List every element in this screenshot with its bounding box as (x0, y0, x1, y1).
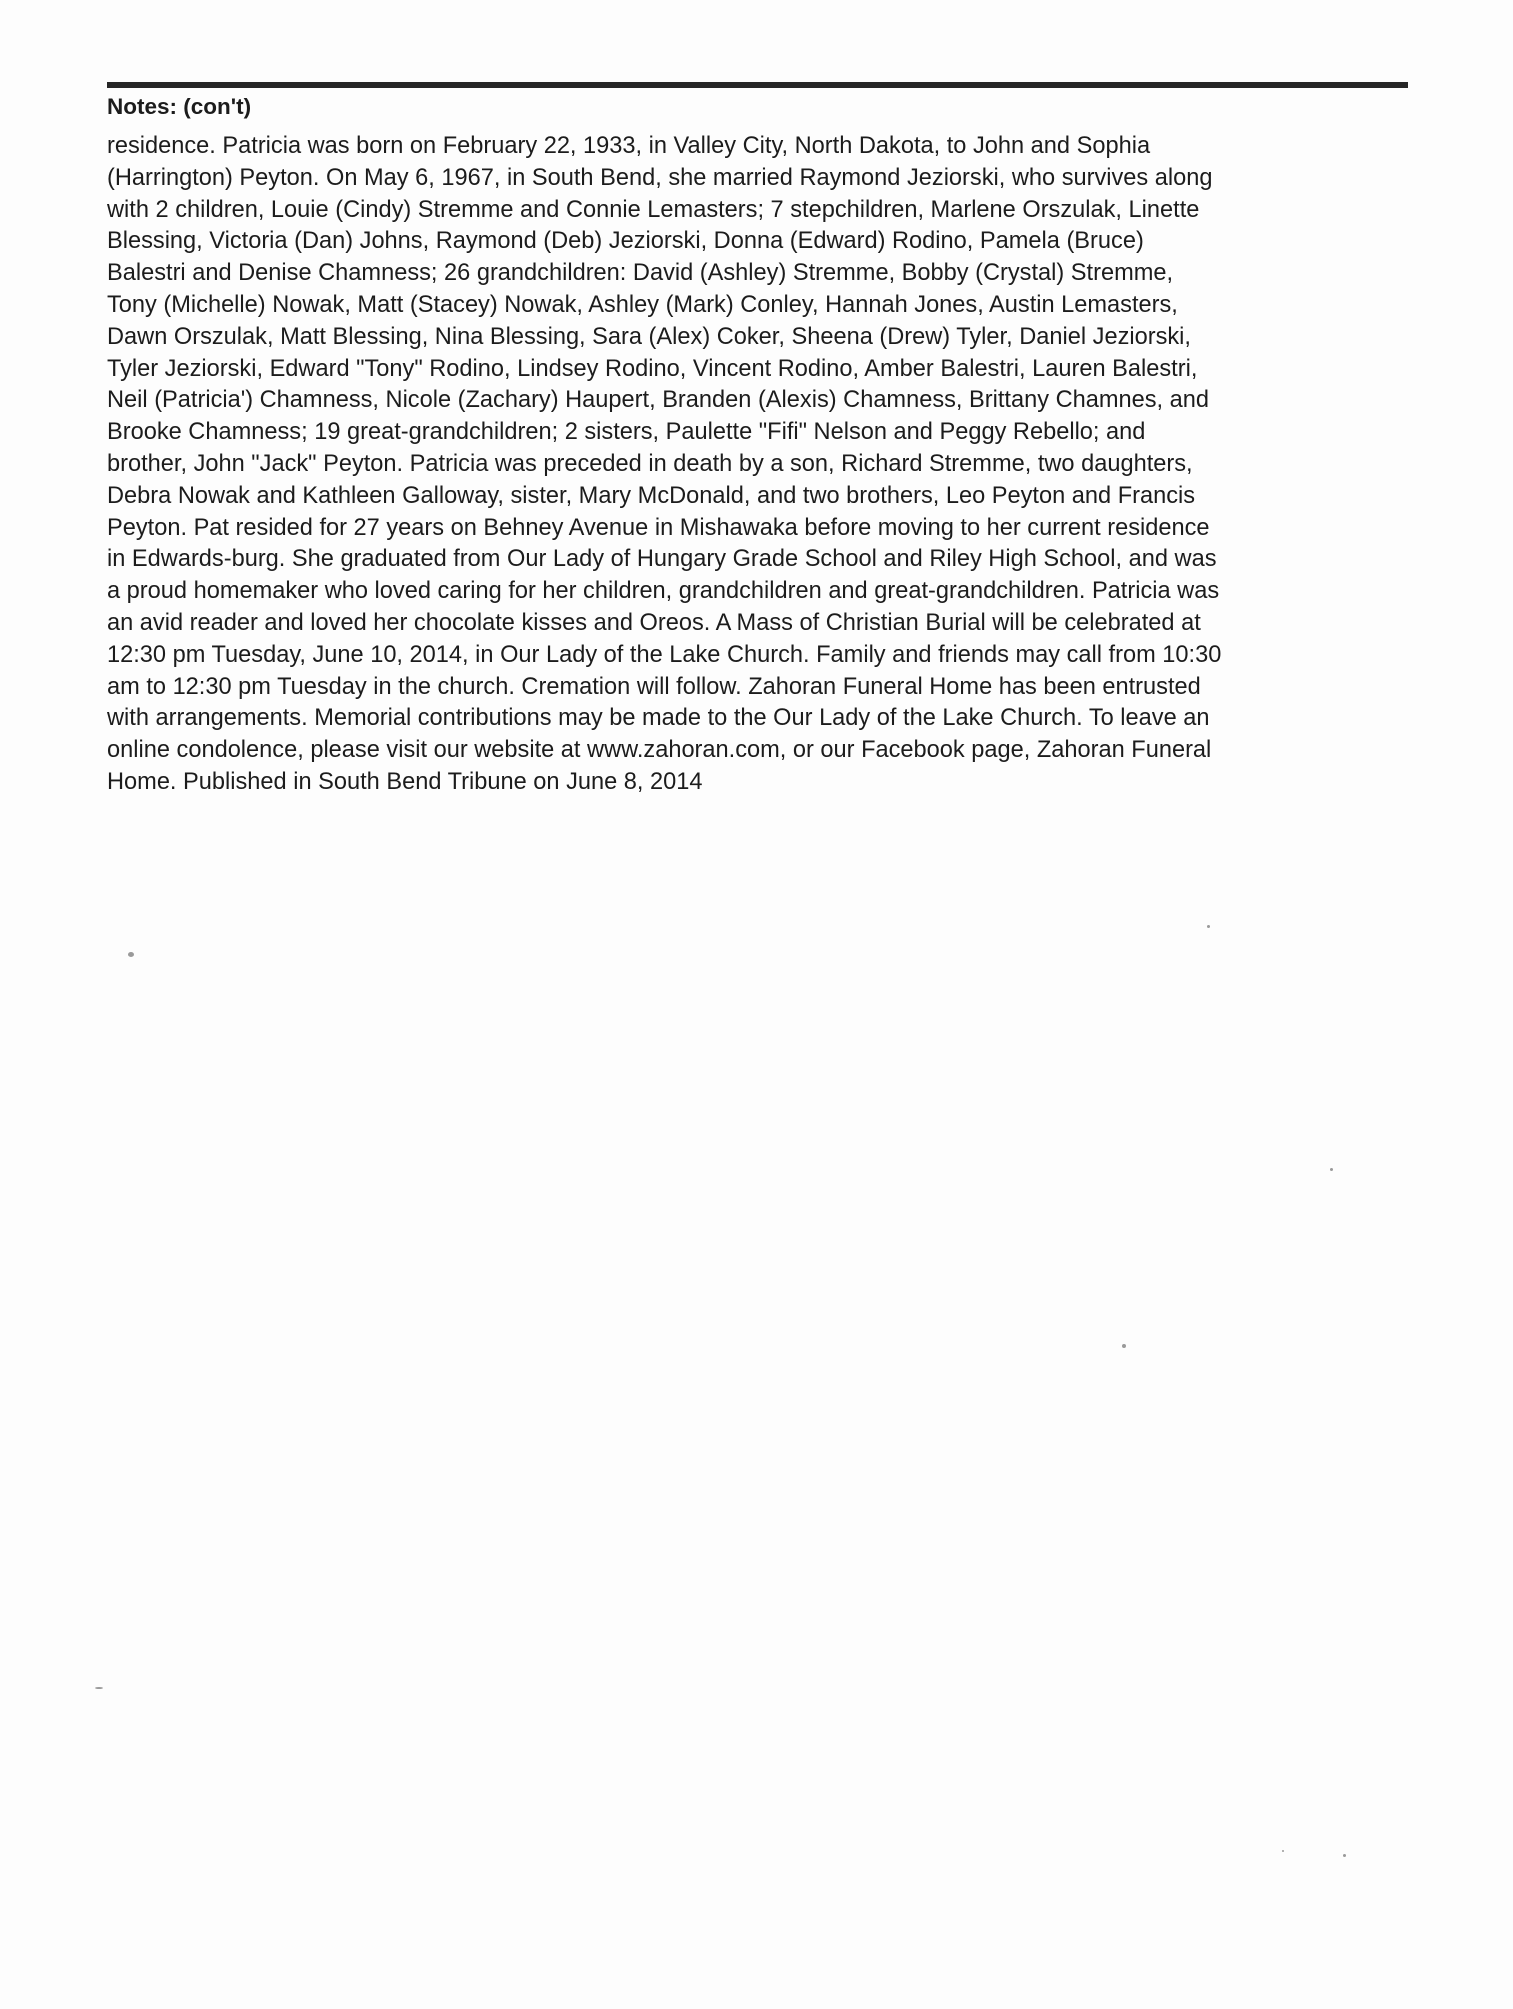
scan-speck (1282, 1850, 1284, 1852)
notes-line: online condolence, please visit our website at www.zahoran.com, or our Facebook page, Zahoran Funeral (107, 737, 1212, 764)
notes-body (107, 131, 1427, 799)
notes-line: Balestri and Denise Chamness; 26 grandchildren: David (Ashley) Stremme, Bobby (Crystal) Stremme, (107, 260, 1174, 287)
scan-speck (1122, 1344, 1126, 1348)
notes-heading: Notes: (con't) (107, 94, 252, 119)
scan-speck (1207, 925, 1210, 928)
notes-line: Dawn Orszulak, Matt Blessing, Nina Blessing, Sara (Alex) Coker, Sheena (Drew) Tyler, Daniel Jeziorski, (107, 323, 1191, 350)
notes-line: Peyton. Pat resided for 27 years on Behney Avenue in Mishawaka before moving to her current residence (107, 514, 1210, 541)
notes-line: a proud homemaker who loved caring for her children, grandchildren and great-grandchildren. Patricia was (107, 578, 1220, 605)
notes-line: Blessing, Victoria (Dan) Johns, Raymond (Deb) Jeziorski, Donna (Edward) Rodino, Pamela (Bruce) (107, 228, 1144, 255)
notes-line: in Edwards-burg. She graduated from Our Lady of Hungary Grade School and Riley High School, and was (107, 546, 1217, 573)
notes-line: 12:30 pm Tuesday, June 10, 2014, in Our Lady of the Lake Church. Family and friends may call from 10:30 (107, 641, 1222, 668)
notes-line: with arrangements. Memorial contributions may be made to the Our Lady of the Lake Church. To leave an (107, 705, 1210, 732)
notes-line: residence. Patricia was born on February 22, 1933, in Valley City, North Dakota, to John and Sophia (107, 133, 1151, 159)
scan-speck (128, 952, 134, 957)
notes-line: Debra Nowak and Kathleen Galloway, sister, Mary McDonald, and two brothers, Leo Peyton and Francis (107, 482, 1196, 509)
notes-line: Neil (Patricia') Chamness, Nicole (Zachary) Haupert, Branden (Alexis) Chamness, Brittany Chamnes, and (107, 387, 1210, 414)
top-rule (107, 82, 1408, 88)
notes-line: brother, John "Jack" Peyton. Patricia was preceded in death by a son, Richard Stremme, two daughters, (107, 450, 1193, 477)
scan-speck (1330, 1168, 1333, 1171)
notes-line: Brooke Chamness; 19 great-grandchildren; 2 sisters, Paulette "Fifi" Nelson and Peggy Rebello; and (107, 419, 1146, 446)
notes-line: Tyler Jeziorski, Edward "Tony" Rodino, Lindsey Rodino, Vincent Rodino, Amber Balestri, Lauren Balestri, (107, 355, 1198, 382)
notes-line: with 2 children, Louie (Cindy) Stremme and Connie Lemasters; 7 stepchildren, Marlene Orszulak, Linette (107, 196, 1200, 223)
notes-line: Tony (Michelle) Nowak, Matt (Stacey) Nowak, Ashley (Mark) Conley, Hannah Jones, Austin Lemasters, (107, 291, 1178, 318)
notes-line: (Harrington) Peyton. On May 6, 1967, in South Bend, she married Raymond Jeziorski, who survives along (107, 164, 1213, 191)
notes-line: Home. Published in South Bend Tribune on June 8, 2014 (107, 768, 703, 795)
notes-line: am to 12:30 pm Tuesday in the church. Cremation will follow. Zahoran Funeral Home has been entrusted (107, 673, 1201, 700)
scan-speck (95, 1687, 103, 1689)
scan-speck (1343, 1854, 1346, 1857)
notes-line: an avid reader and loved her chocolate kisses and Oreos. A Mass of Christian Burial will be celebrated at (107, 609, 1201, 636)
